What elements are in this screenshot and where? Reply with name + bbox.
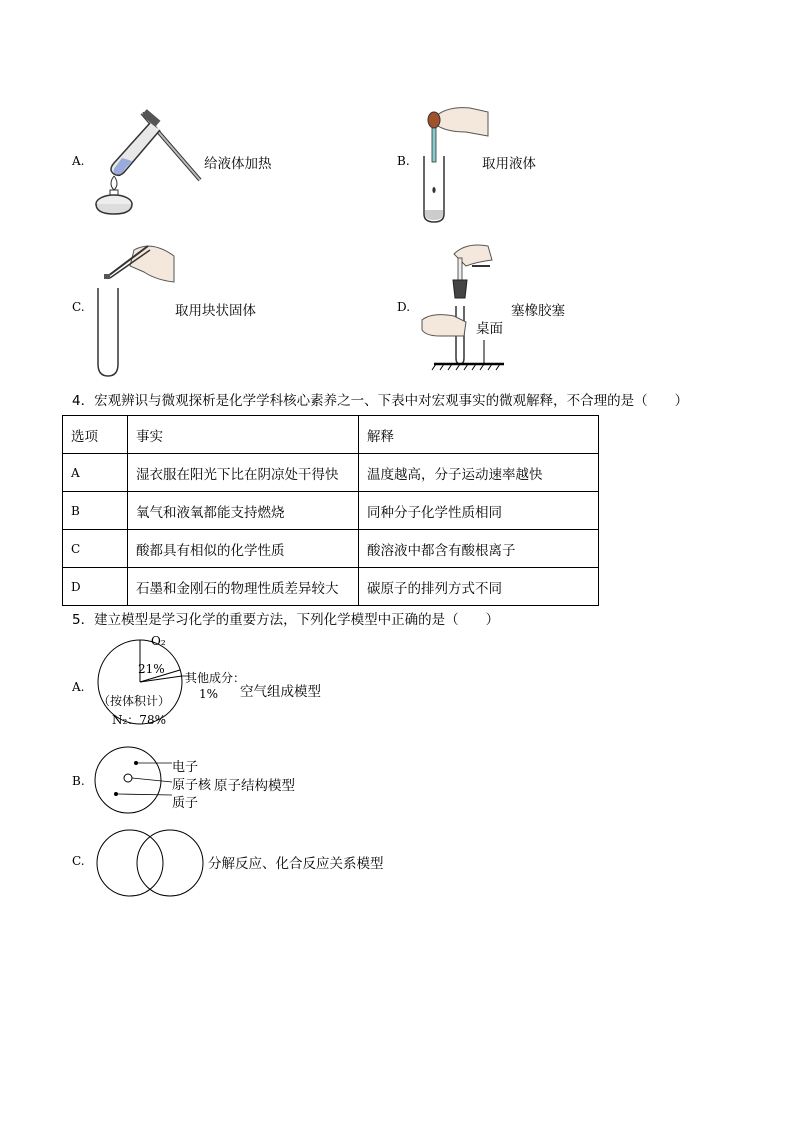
heating-liquid-icon [92, 108, 207, 218]
q3-option-c-caption: 取用块状固体 [175, 303, 256, 319]
q3-option-b-letter: B. [397, 154, 410, 168]
table-row [63, 492, 599, 530]
q3-option-a-letter: A. [72, 154, 85, 168]
q3-option-a-caption: 给液体加热 [204, 156, 272, 172]
table-row [63, 530, 599, 568]
q5-stem: 5．建立模型是学习化学的重要方法，下列化学模型中正确的是（ ） [72, 612, 500, 628]
q5-option-a-caption: 空气组成模型 [240, 684, 321, 700]
table-cell: 酸都具有相似的化学性质 [128, 530, 359, 568]
q4-table [62, 415, 599, 606]
pie-label-basis: （按体积计） [98, 694, 171, 708]
table-cell: 同种分子化学性质相同 [359, 492, 599, 530]
pie-label-others: 其他成分： [185, 671, 246, 685]
table-cell: C [63, 530, 128, 568]
table-header-row [63, 416, 599, 454]
pie-label-others-percent: 1% [199, 687, 219, 701]
tweezers-test-tube-icon [94, 236, 176, 378]
dropper-icon [418, 102, 488, 224]
atom-label-electron: 电子 [172, 760, 199, 775]
table-row [63, 454, 599, 492]
q5-option-b-letter: B. [72, 774, 85, 788]
q5-option-c-letter: C. [72, 854, 85, 868]
table-cell: 碳原子的排列方式不同 [359, 568, 599, 606]
q5-option-a-letter: A. [72, 680, 85, 694]
table-cell: B [63, 492, 128, 530]
q4-stem: 4．宏观辨识与微观探析是化学学科核心素养之一、下表中对宏观事实的微观解释，不合理的是（ ） [72, 393, 689, 409]
atom-label-proton: 质子 [172, 796, 199, 811]
table-cell: 石墨和金刚石的物理性质差异较大 [128, 568, 359, 606]
atom-structure-diagram [92, 744, 182, 816]
table-header-cell: 事实 [128, 416, 359, 454]
q3-option-d-caption: 塞橡胶塞 [511, 303, 565, 319]
stopper-test-tube-icon [420, 240, 506, 370]
table-cell: A [63, 454, 128, 492]
q5-option-b-caption: 原子结构模型 [214, 778, 295, 794]
reaction-venn-diagram [94, 828, 206, 898]
q3-option-d-table-label: 桌面 [476, 321, 503, 337]
pie-label-o2: O₂ [151, 634, 166, 648]
table-cell: 湿衣服在阳光下比在阴凉处干得快 [128, 454, 359, 492]
table-header-cell: 选项 [63, 416, 128, 454]
q3-option-c-letter: C. [72, 300, 85, 314]
q3-option-b-caption: 取用液体 [482, 156, 536, 172]
table-cell: D [63, 568, 128, 606]
pie-label-n2: N₂：78% [112, 713, 166, 727]
pie-label-o2-percent: 21% [138, 662, 165, 676]
q5-option-c-caption: 分解反应、化合反应关系模型 [208, 856, 384, 872]
atom-label-nucleus: 原子核 [172, 778, 212, 793]
table-cell: 氧气和液氧都能支持燃烧 [128, 492, 359, 530]
q3-option-d-letter: D. [397, 300, 411, 314]
table-cell: 酸溶液中都含有酸根离子 [359, 530, 599, 568]
table-cell: 温度越高，分子运动速率越快 [359, 454, 599, 492]
table-header-cell: 解释 [359, 416, 599, 454]
table-row [63, 568, 599, 606]
